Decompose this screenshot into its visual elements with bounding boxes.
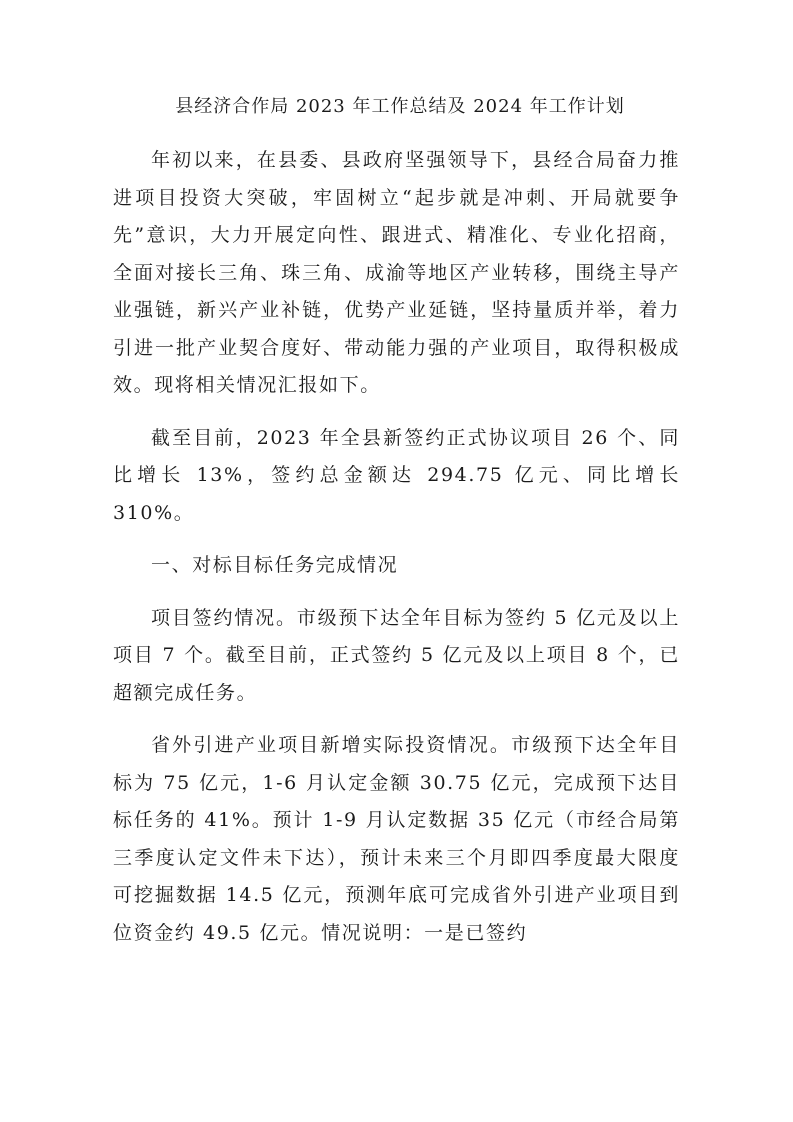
paragraph-project-signing: 项目签约情况。市级预下达全年目标为签约 5 亿元及以上项目 7 个。截至目前，正式签约 5 亿元及以上项目 8 个，已超额完成任务。 (113, 606, 680, 704)
document-body (113, 142, 680, 967)
paragraph-intro: 年初以来，在县委、县政府坚强领导下，县经合局奋力推进项目投资大突破，牢固树立“起步就是冲刺、开局就要争先”意识，大力开展定向性、跟进式、精准化、专业化招商，全面对接长三角、珠三角、成渝等地区产业转移，围绕主导产业强链，新兴产业补链，优势产业延链，坚持量质并举，着力引进一批产业契合度好、带动能力强的产业项目，取得积极成效。现将相关情况汇报如下。 (113, 149, 680, 396)
paragraph-summary: 截至目前，2023 年全县新签约正式协议项目 26 个、同比增长 13%，签约总金额达 294.75 亿元、同比增长 310%。 (113, 426, 680, 524)
section-heading: 一、对标目标任务完成情况 (151, 554, 399, 576)
document-title: 县经济合作局 2023 年工作总结及 2024 年工作计划 (175, 96, 625, 117)
paragraph-investment: 省外引进产业项目新增实际投资情况。市级预下达全年目标为 75 亿元，1-6 月认定金额 30.75 亿元，完成预下达目标任务的 41%。预计 1-9 月认定数据 35 亿元（市经合局第三季度认定文件未下达），预计未来三个月即四季度最大限度可挖掘数据 14.5 亿元，预测年底可完成省外引进产业项目到位资金约 49.5 亿元。情况说明：一是已签约 (113, 734, 680, 944)
